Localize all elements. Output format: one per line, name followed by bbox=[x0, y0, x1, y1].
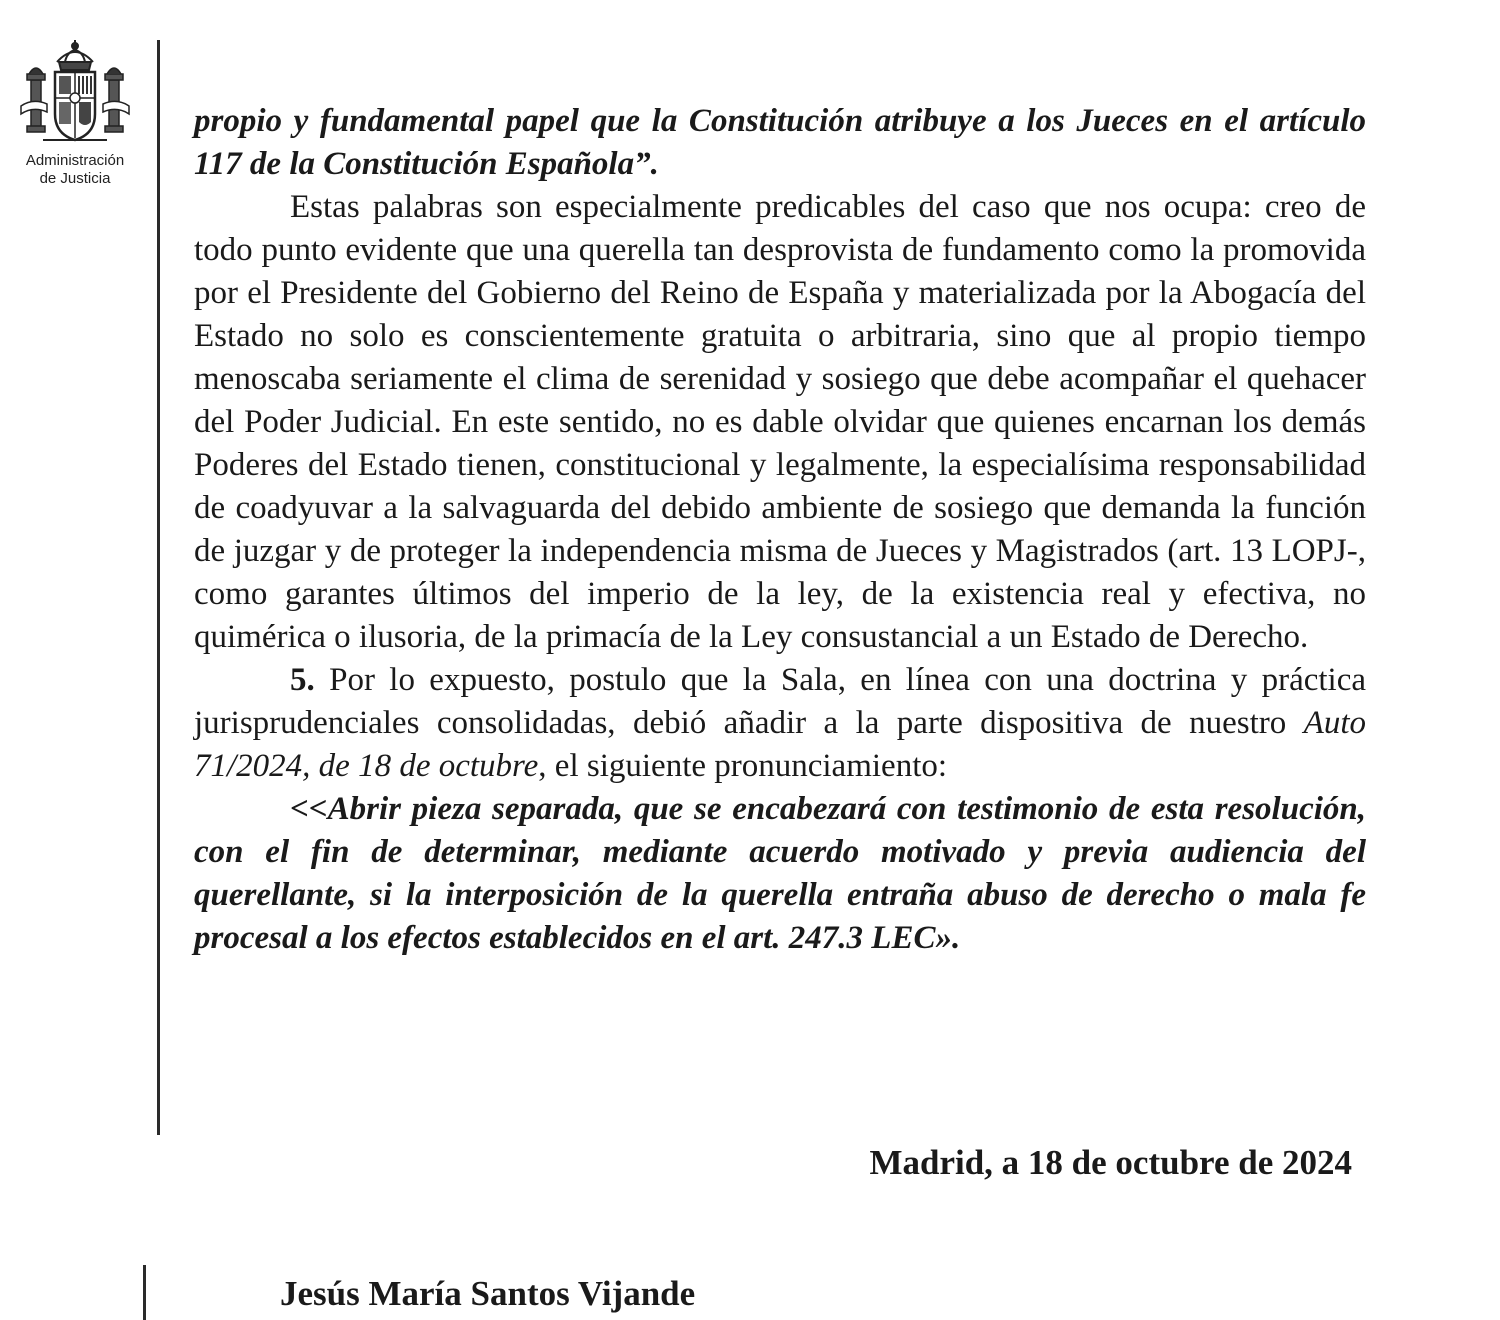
header-emblem bbox=[8, 36, 142, 188]
paragraph-argument: Estas palabras son especialmente predicables del caso que nos ocupa: creo de todo punto evidente que una querella tan desprovista de fundamento como la promovida por el Presidente del Gobierno del Reino de España y materializada por la Abogacía del Estado no solo es conscientemente gratuita o arbitraria, sino que al propio tiempo menoscaba seriamente el clima de serenidad y sosiego que debe acompañar el quehacer del Poder Judicial. En este sentido, no es dable olvidar que quienes encarnan los demás Poderes del Estado tienen, constitucional y legalmente, la especialísima responsabilidad de coadyuvar a la salvaguarda del debido ambiente de sosiego que demanda la función de juzgar y de proteger la independencia misma de Jueces y Magistrados (art. 13 LOPJ-, como garantes últimos del imperio de la ley, de la existencia real y efectiva, no quimérica o ilusoria, de la primacía de la Ley consustancial a un Estado de Derecho. bbox=[194, 189, 1366, 655]
coat-of-arms-icon bbox=[13, 36, 137, 146]
auto-reference: Auto 71/2024, de 18 de octubre bbox=[194, 705, 1366, 784]
org-name-line-2: de Justicia bbox=[39, 170, 111, 187]
margin-rule-lower bbox=[143, 1265, 146, 1320]
paragraph-conclusion bbox=[194, 659, 1366, 788]
org-name-line-1: Administración bbox=[25, 152, 125, 169]
body-text bbox=[194, 100, 1366, 960]
date-line: Madrid, a 18 de octubre de 2024 bbox=[869, 1143, 1352, 1182]
signature-name: Jesús María Santos Vijande bbox=[280, 1274, 696, 1313]
conclusion-text-b: , el siguiente pronunciamiento: bbox=[538, 748, 948, 784]
margin-rule bbox=[157, 40, 160, 1135]
paragraph-number: 5. bbox=[290, 662, 315, 698]
conclusion-text-a: Por lo expuesto, postulo que la Sala, en línea con una doctrina y práctica jurisprudenciales consolidadas, debió añadir a la parte dispositiva de nuestro bbox=[194, 662, 1366, 741]
paragraph-quote-end: propio y fundamental papel que la Constitución atribuye a los Jueces en el artículo 117 de la Constitución Española”. bbox=[194, 103, 1366, 182]
paragraph-pronouncement: <<Abrir pieza separada, que se encabezará con testimonio de esta resolución, con el fin de determinar, mediante acuerdo motivado y previa audiencia del querellante, si la interposición de la querella entraña abuso de derecho o mala fe procesal a los efectos establecidos en el art. 247.3 LEC». bbox=[194, 791, 1366, 956]
